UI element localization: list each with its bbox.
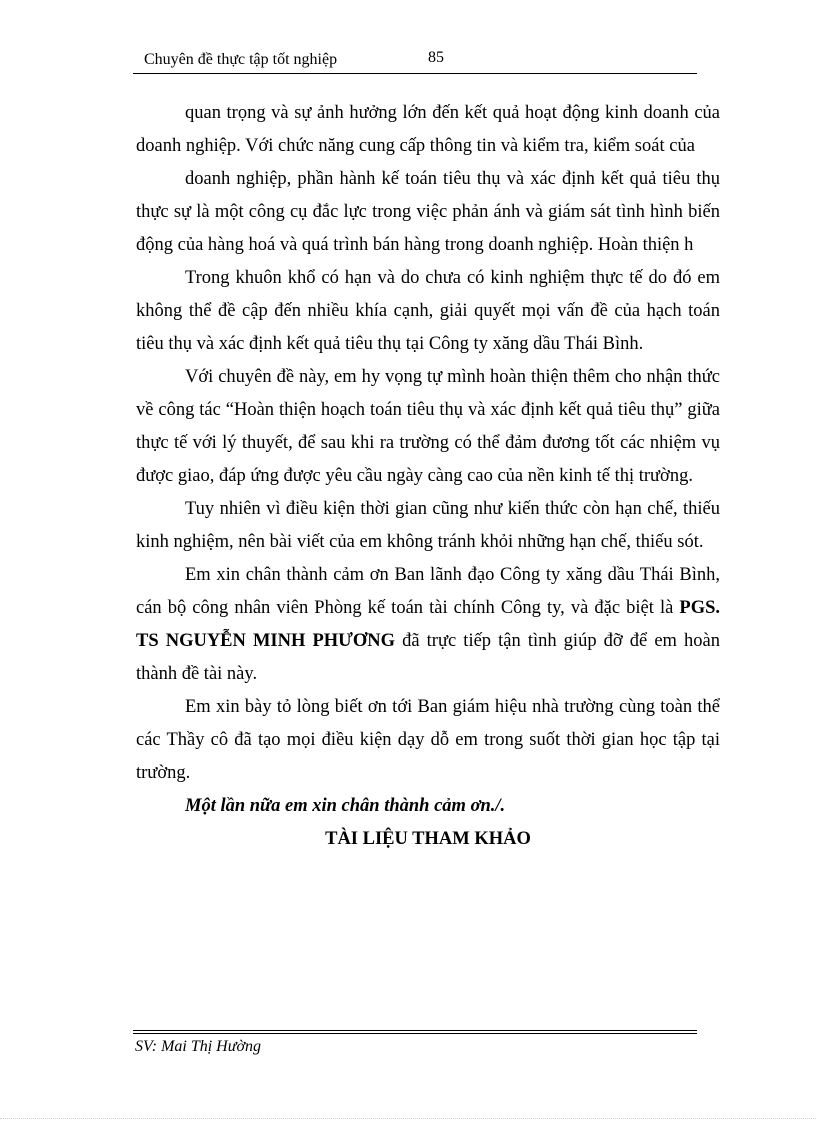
closing-thanks: Một lần nữa em xin chân thành cảm ơn./.: [185, 796, 506, 816]
paragraph-shortcomings: Tuy nhiên vì điều kiện thời gian cũng như kiến thức còn hạn chế, thiếu kinh nghiệm, nên bài viết của em không tránh khỏi những hạn chế, thiếu sót.: [136, 499, 720, 552]
references-heading: TÀI LIỆU THAM KHẢO: [325, 829, 531, 849]
document-title: Chuyên đề thực tập tốt nghiệp: [144, 51, 338, 68]
ack-text-start: Em xin chân thành cảm ơn Ban lãnh đạo Công ty xăng dầu Thái Bình, cán bộ công nhân viên Phòng kế toán tài chính Công ty, và đặc biệt là: [136, 565, 720, 618]
paragraph-thesis-goal: Với chuyên đề này, em hy vọng tự mình hoàn thiện thêm cho nhận thức về công tác “Hoàn thiện hoạch toán tiêu thụ và xác định kết quả tiêu thụ” giữa thực tế với lý thuyết, để sau khi ra trường có thể đảm đương tốt các nhiệm vụ được giao, đáp ứng được yêu cầu ngày càng cao của nền kinh tế thị trường.: [136, 367, 720, 486]
paragraph-acknowledgement: [136, 559, 720, 691]
paragraph-continuation: quan trọng và sự ảnh hưởng lớn đến kết quả hoạt động kinh doanh của doanh nghiệp. Với chức năng cung cấp thông tin và kiểm tra, kiểm soát của: [136, 103, 720, 156]
page-header: [133, 49, 697, 74]
paragraph-gratitude: Em xin bày tỏ lòng biết ơn tới Ban giám hiệu nhà trường cùng toàn thể các Thầy cô đã tạo mọi điều kiện dạy dỗ em trong suốt thời gian học tập tại trường.: [136, 697, 720, 783]
paragraph-limitations: Trong khuôn khổ có hạn và do chưa có kinh nghiệm thực tế do đó em không thể đề cập đến nhiều khía cạnh, giải quyết mọi vấn đề của hạch toán tiêu thụ và xác định kết quả tiêu thụ tại Công ty xăng dầu Thái Bình.: [136, 268, 720, 354]
supervisor-name: PGS. TS NGUYỄN MINH PHƯƠNG: [136, 598, 720, 651]
page-body: [136, 97, 720, 856]
student-name: SV: Mai Thị Hường: [135, 1038, 261, 1055]
page-edge-divider: [0, 1118, 816, 1119]
page-number: 85: [428, 49, 444, 66]
page-footer: [133, 1030, 697, 1055]
paragraph-accounting-role: doanh nghiệp, phần hành kế toán tiêu thụ và xác định kết quả tiêu thụ thực sự là một công cụ đắc lực trong việc phản ánh và giám sát tình hình biến động của hàng hoá và quá trình bán hàng trong doanh nghiệp. Hoàn thiện h: [136, 169, 720, 255]
ack-text-end: đã trực tiếp tận tình giúp đỡ để em hoàn thành đề tài này.: [136, 631, 720, 684]
